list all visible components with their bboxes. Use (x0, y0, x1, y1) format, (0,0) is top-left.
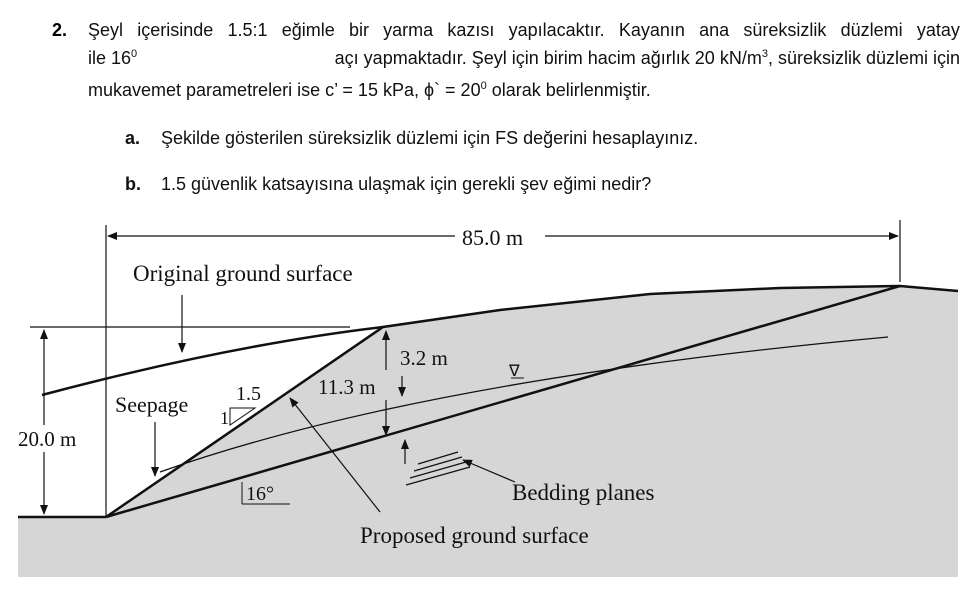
line1-word: yatay (916, 20, 960, 40)
line1-word: düzlemi (840, 20, 903, 40)
bedding-label: Bedding planes (512, 480, 655, 505)
line2-segment-a: ile $16^0$ (88, 48, 138, 68)
question-number: 2. (52, 20, 68, 40)
water-table-symbol: ∇ (509, 363, 520, 380)
subquestion-a-label: a. (125, 128, 141, 148)
original-ground-label: Original ground surface (133, 261, 353, 286)
slope-ratio-v: 1 (220, 408, 229, 428)
line1-word: kazısı (447, 20, 495, 40)
line1-word: yarma (383, 20, 434, 40)
top-dim-label: 3.2 m (400, 346, 448, 370)
line1-word: eğimle (281, 20, 335, 40)
subquestion-b-label: b. (125, 174, 141, 194)
slope-ratio-h: 1.5 (236, 383, 261, 405)
line1-word: bir (348, 20, 369, 40)
question-line-3: mukavemet parametreleri ise c’ = 15 kPa, ϕ` = $20^0$ olarak belirlenmiştir. (88, 80, 651, 100)
subquestion-b-text: 1.5 güvenlik katsayısına ulaşmak için gerekli şev eğimi nedir? (161, 174, 652, 194)
subquestion-a-text: Şekilde gösterilen süreksizlik düzlemi için FS değerini hesaplayınız. (161, 128, 699, 148)
seepage-label: Seepage (115, 392, 189, 417)
line1-word: 1.5:1 (227, 20, 268, 40)
height-label: 20.0 m (18, 427, 77, 451)
proposed-label: Proposed ground surface (360, 523, 589, 548)
line1-word: içerisinde (137, 20, 214, 40)
line1-word: yapılacaktır. (508, 20, 605, 40)
angle-label: 16° (246, 483, 274, 505)
line1-word: ana (699, 20, 730, 40)
line1-word: süreksizlik (743, 20, 827, 40)
cut-dim-label: 11.3 m (318, 375, 376, 399)
line1-word: Şeyl (88, 20, 124, 40)
line2-segment-b: açı yapmaktadır. Şeyl için birim hacim ağırlık 20 $kN/m^3$, süreksizlik düzlemi için (334, 48, 960, 68)
width-label: 85.0 m (462, 225, 524, 250)
line1-word: Kayanın (618, 20, 685, 40)
